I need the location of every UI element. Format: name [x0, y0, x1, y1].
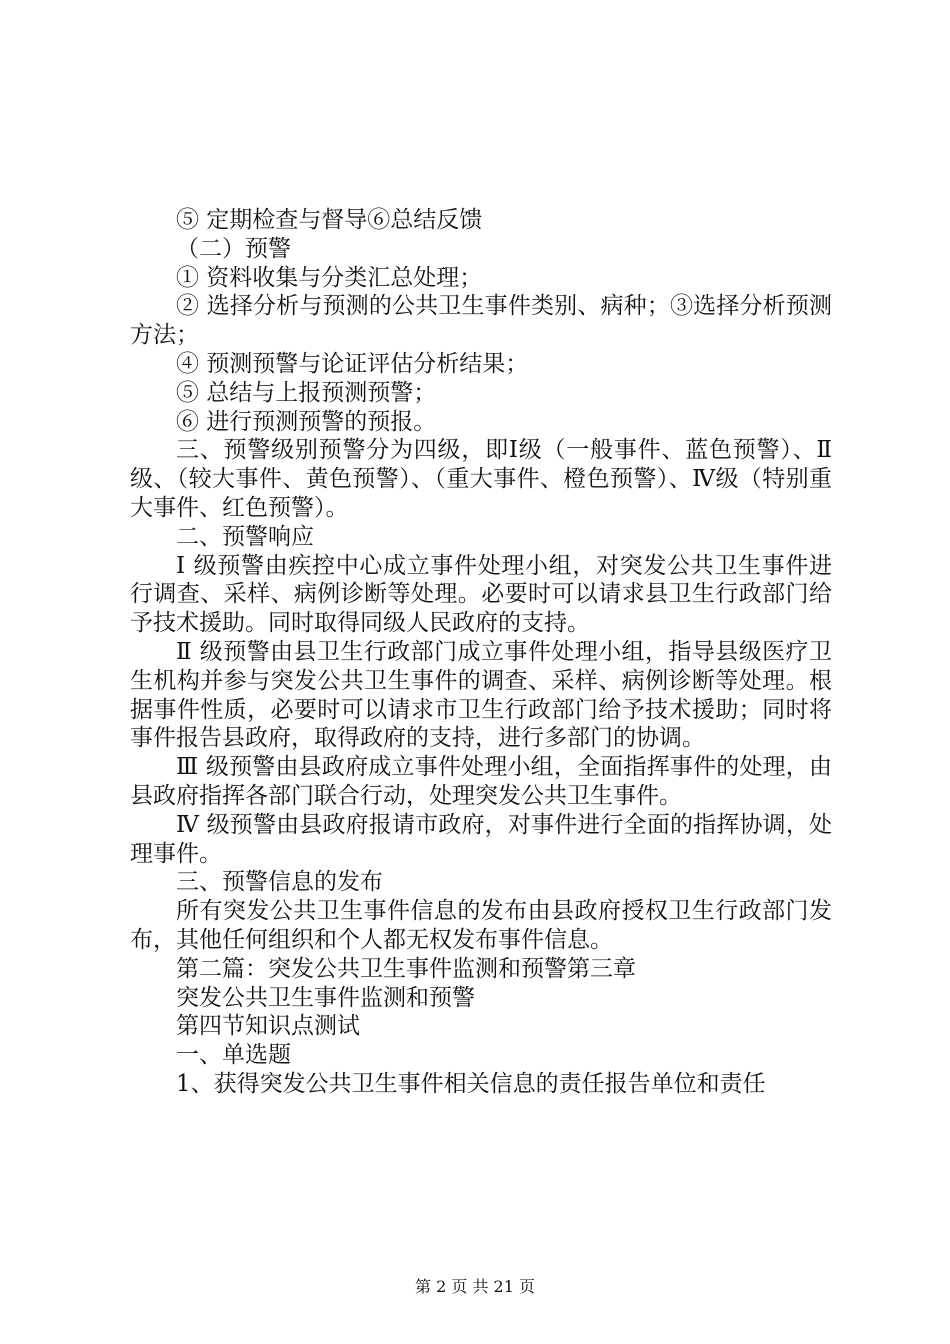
section-heading: 三、预警信息的发布 — [176, 869, 383, 896]
paragraph: Ⅰ 级预警由疾控中心成立事件处理小组，对突发公共卫生事件进行调查、采样、病例诊断等处理。必要时可以请求县卫生行政部门给予技术援助。同时取得同级人民政府的支持。 — [130, 552, 832, 637]
paragraph: Ⅳ 级预警由县政府报请市政府，对事件进行全面的指挥协调，处理事件。 — [130, 811, 832, 867]
list-item: ⑤ 总结与上报预测预警； — [176, 379, 437, 406]
paragraph: ⑤ 定期检查与督导⑥总结反馈 — [176, 207, 483, 233]
section-heading: 第四节知识点测试 — [176, 1013, 360, 1040]
body-text — [130, 206, 832, 1099]
paragraph: 所有突发公共卫生事件信息的发布由县政府授权卫生行政部门发布，其他任何组织和个人都无权发布事件信息。 — [130, 898, 832, 953]
chapter-title: 第二篇：突发公共卫生事件监测和预警第三章 — [176, 955, 636, 982]
list-item: ① 资料收集与分类汇总处理； — [176, 264, 483, 291]
paragraph: Ⅲ 级预警由县政府成立事件处理小组，全面指挥事件的处理，由县政府指挥各部门联合行动，处理突发公共卫生事件。 — [130, 754, 832, 809]
section-heading: （二）预警 — [176, 235, 291, 262]
paragraph: 三、预警级别预警分为四级，即Ⅰ级（一般事件、蓝色预警）、Ⅱ级、（较大事件、黄色预警）、（重大事件、橙色预警）、Ⅳ级（特别重大事件、红色预警）。 — [130, 437, 832, 521]
question-item: 1、获得突发公共卫生事件相关信息的责任报告单位和责任 — [176, 1070, 766, 1097]
section-heading: 一、单选题 — [176, 1042, 291, 1069]
paragraph: Ⅱ 级预警由县卫生行政部门成立事件处理小组，指导县级医疗卫生机构并参与突发公共卫生事件的调查、采样、病例诊断等处理。根据事件性质，必要时可以请求市卫生行政部门给予技术援助；同时将事件报告县政府，取得政府的支持，进行多部门的协调。 — [130, 638, 832, 752]
page-footer: 第 2 页 共 21 页 — [415, 1277, 535, 1296]
section-heading: 二、预警响应 — [176, 523, 314, 550]
list-item: ④ 预测预警与论证评估分析结果； — [176, 350, 529, 377]
list-item: ⑥ 进行预测预警的预报。 — [176, 408, 437, 435]
list-item: ② 选择分析与预测的公共卫生事件类别、病种；③选择分析预测方法； — [130, 293, 832, 349]
chapter-subtitle: 突发公共卫生事件监测和预警 — [176, 984, 475, 1011]
